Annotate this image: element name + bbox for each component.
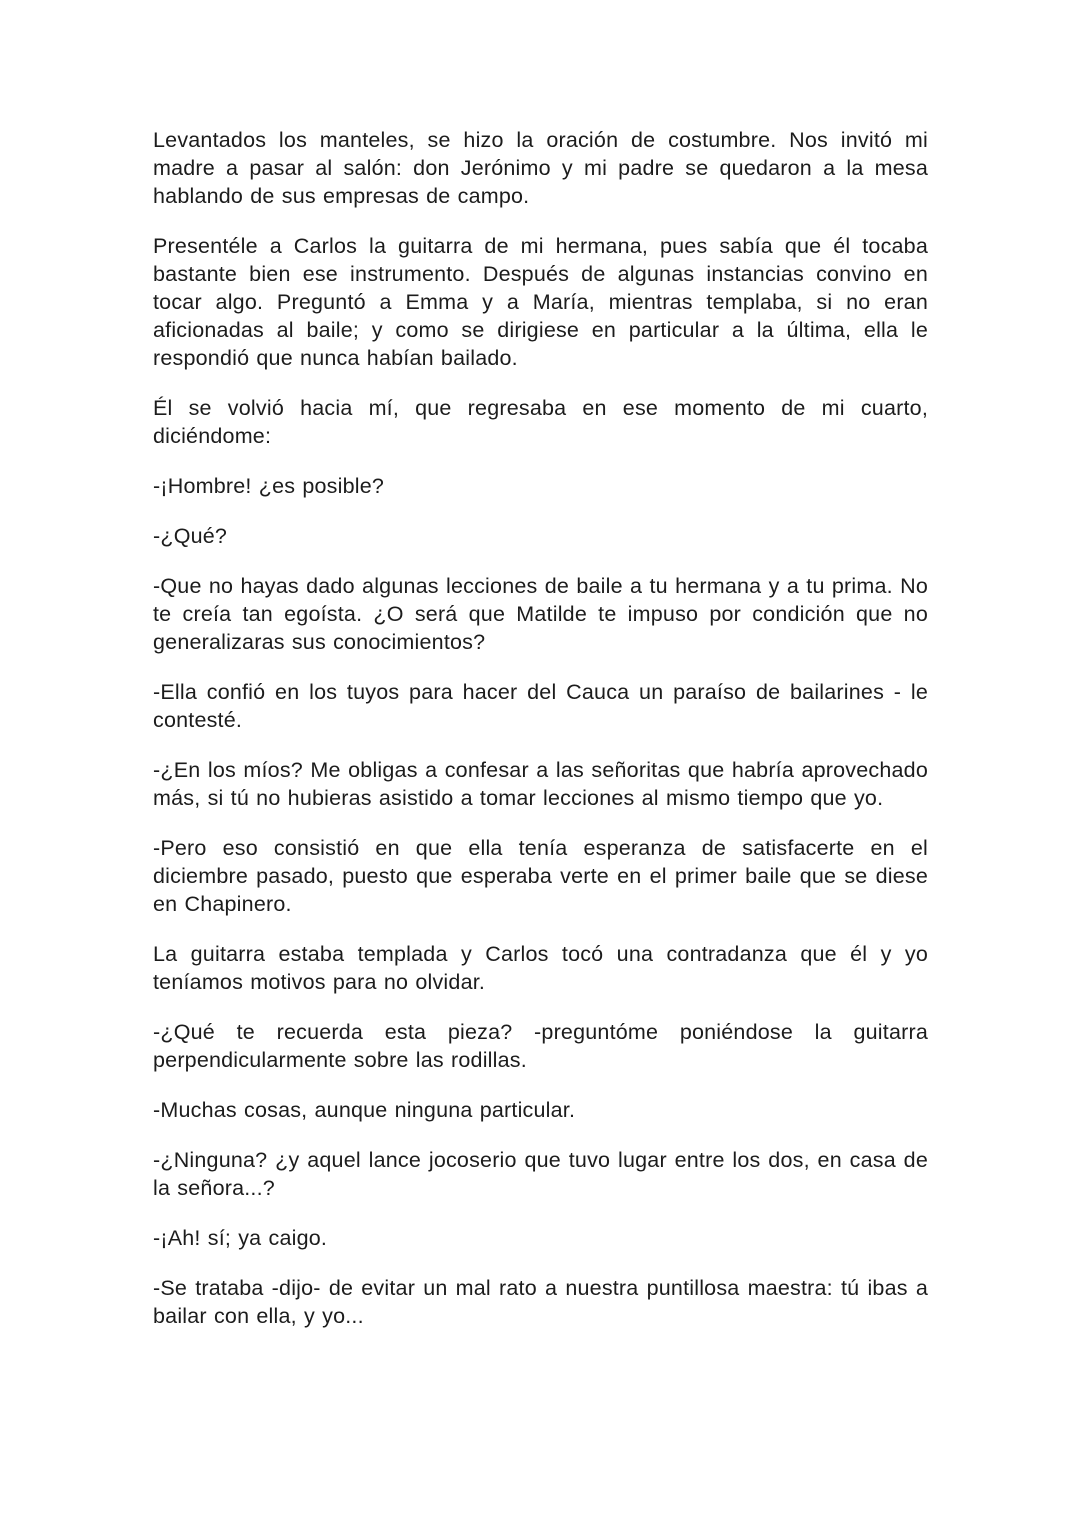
paragraph: -¿En los míos? Me obligas a confesar a las señoritas que habría aprovechado más, si tú no hubieras asistido a tomar lecciones al mismo tiempo que yo. <box>153 758 928 810</box>
paragraph: -Ella confió en los tuyos para hacer del Cauca un paraíso de bailarines - le contesté. <box>153 680 928 732</box>
paragraph: La guitarra estaba templada y Carlos tocó una contradanza que él y yo teníamos motivos para no olvidar. <box>153 942 928 994</box>
paragraph: Presentéle a Carlos la guitarra de mi hermana, pues sabía que él tocaba bastante bien ese instrumento. Después de algunas instancias convino en tocar algo. Preguntó a Emma y a María, mientras templaba, si no eran aficionadas al baile; y como se dirigiese en particular a la última, ella le respondió que nunca habían bailado. <box>153 234 928 370</box>
paragraph: -¡Hombre! ¿es posible? <box>153 474 385 498</box>
paragraph: Él se volvió hacia mí, que regresaba en ese momento de mi cuarto, diciéndome: <box>153 396 928 448</box>
paragraph: -Muchas cosas, aunque ninguna particular. <box>153 1098 576 1122</box>
paragraph: -Se trataba -dijo- de evitar un mal rato a nuestra puntillosa maestra: tú ibas a bailar con ella, y yo... <box>153 1276 928 1328</box>
paragraph: -¿Qué? <box>153 524 228 548</box>
paragraph: -¿Ninguna? ¿y aquel lance jocoserio que tuvo lugar entre los dos, en casa de la señora...? <box>153 1148 928 1200</box>
paragraph: -Que no hayas dado algunas lecciones de baile a tu hermana y a tu prima. No te creía tan egoísta. ¿O será que Matilde te impuso por condición que no generalizaras sus conocimientos? <box>153 574 928 654</box>
text-content <box>153 126 928 1330</box>
paragraph: -¡Ah! sí; ya caigo. <box>153 1226 328 1250</box>
paragraph: -Pero eso consistió en que ella tenía esperanza de satisfacerte en el diciembre pasado, puesto que esperaba verte en el primer baile que se diese en Chapinero. <box>153 836 928 916</box>
paragraph: Levantados los manteles, se hizo la oración de costumbre. Nos invitó mi madre a pasar al salón: don Jerónimo y mi padre se quedaron a la mesa hablando de sus empresas de campo. <box>153 128 928 208</box>
paragraph: -¿Qué te recuerda esta pieza? -preguntóme poniéndose la guitarra perpendicularmente sobre las rodillas. <box>153 1020 928 1072</box>
